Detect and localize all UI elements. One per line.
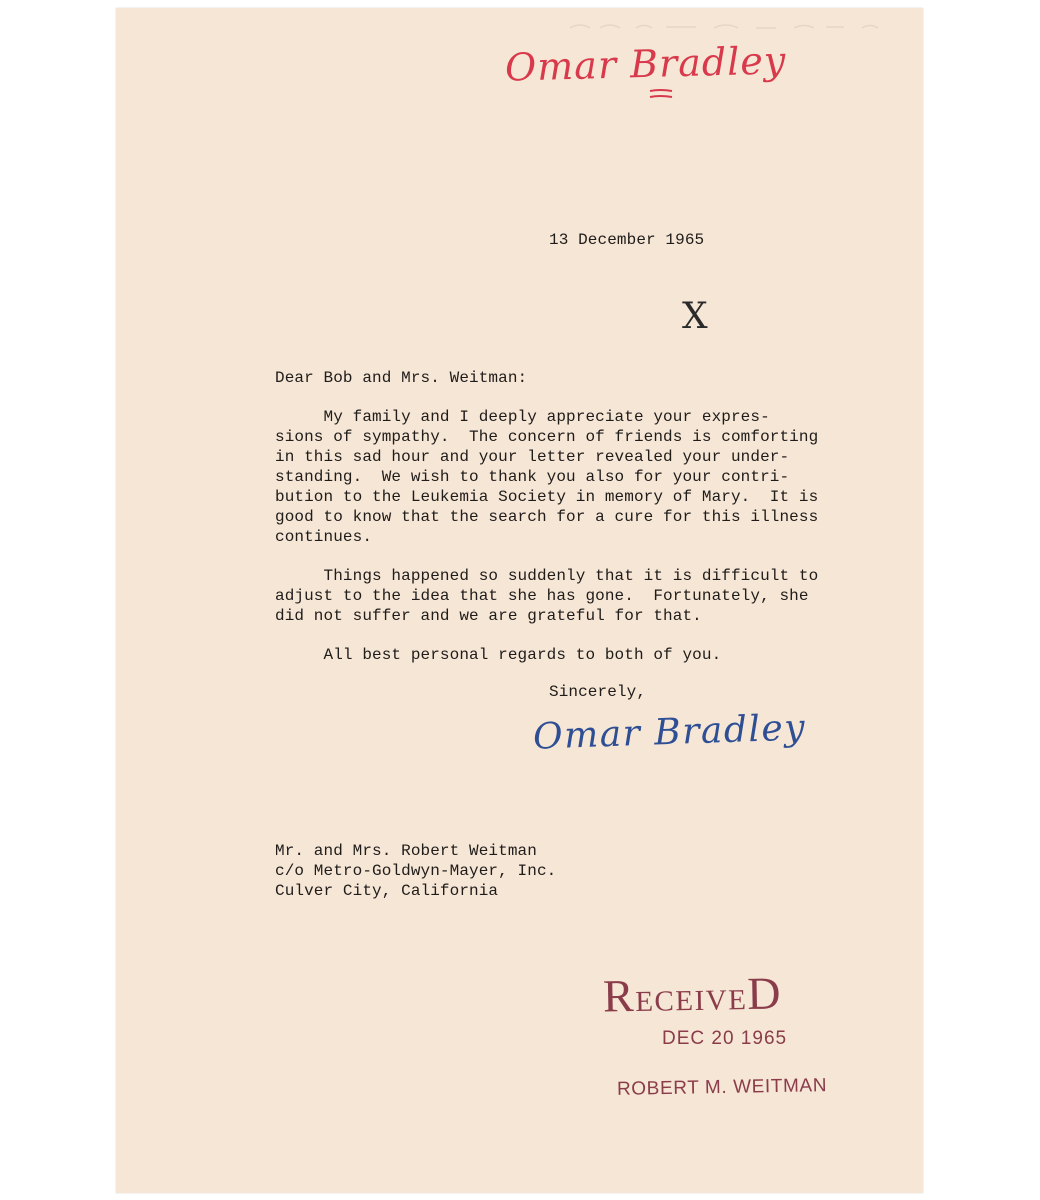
body-line: bution to the Leukemia Society in memory of Mary. It is xyxy=(275,488,819,506)
body-line: standing. We wish to thank you also for your contri- xyxy=(275,468,790,486)
stamp-letter-first: R xyxy=(602,970,636,1022)
address-line: Mr. and Mrs. Robert Weitman xyxy=(275,842,537,860)
body-line: sions of sympathy. The concern of friends is comforting xyxy=(275,428,819,446)
autograph-underline-mark xyxy=(648,88,676,100)
stamp-date: DEC 20 1965 xyxy=(662,1028,788,1049)
signature: Omar Bradley xyxy=(532,707,807,758)
stamp-received-word xyxy=(603,966,783,1022)
body-line: in this sad hour and your letter revealed your under- xyxy=(275,448,790,466)
header-autograph: Omar Bradley xyxy=(504,38,787,90)
address-line: Culver City, California xyxy=(275,882,499,900)
body-line: All best personal regards to both of you. xyxy=(275,646,722,664)
body-line: adjust to the idea that she has gone. Fortunately, she xyxy=(275,587,809,605)
body-line: good to know that the search for a cure for this illness xyxy=(275,508,819,526)
stamp-letter-last: D xyxy=(746,967,783,1020)
stamp-letters-middle: ECEIVE xyxy=(635,984,748,1018)
letter-date: 13 December 1965 xyxy=(549,231,705,249)
salutation: Dear Bob and Mrs. Weitman: xyxy=(275,369,528,387)
body-line: did not suffer and we are grateful for that. xyxy=(275,607,702,625)
closing: Sincerely, xyxy=(549,683,647,701)
body-line: Things happened so suddenly that it is difficult to xyxy=(275,567,819,585)
faint-bleed-through-marks xyxy=(566,18,896,38)
address-line: c/o Metro-Goldwyn-Mayer, Inc. xyxy=(275,862,557,880)
stamp-name: ROBERT M. WEITMAN xyxy=(616,1075,828,1100)
body-line: continues. xyxy=(275,528,373,546)
handwritten-x-mark: X xyxy=(682,296,708,337)
body-line: My family and I deeply appreciate your expres- xyxy=(275,408,770,426)
